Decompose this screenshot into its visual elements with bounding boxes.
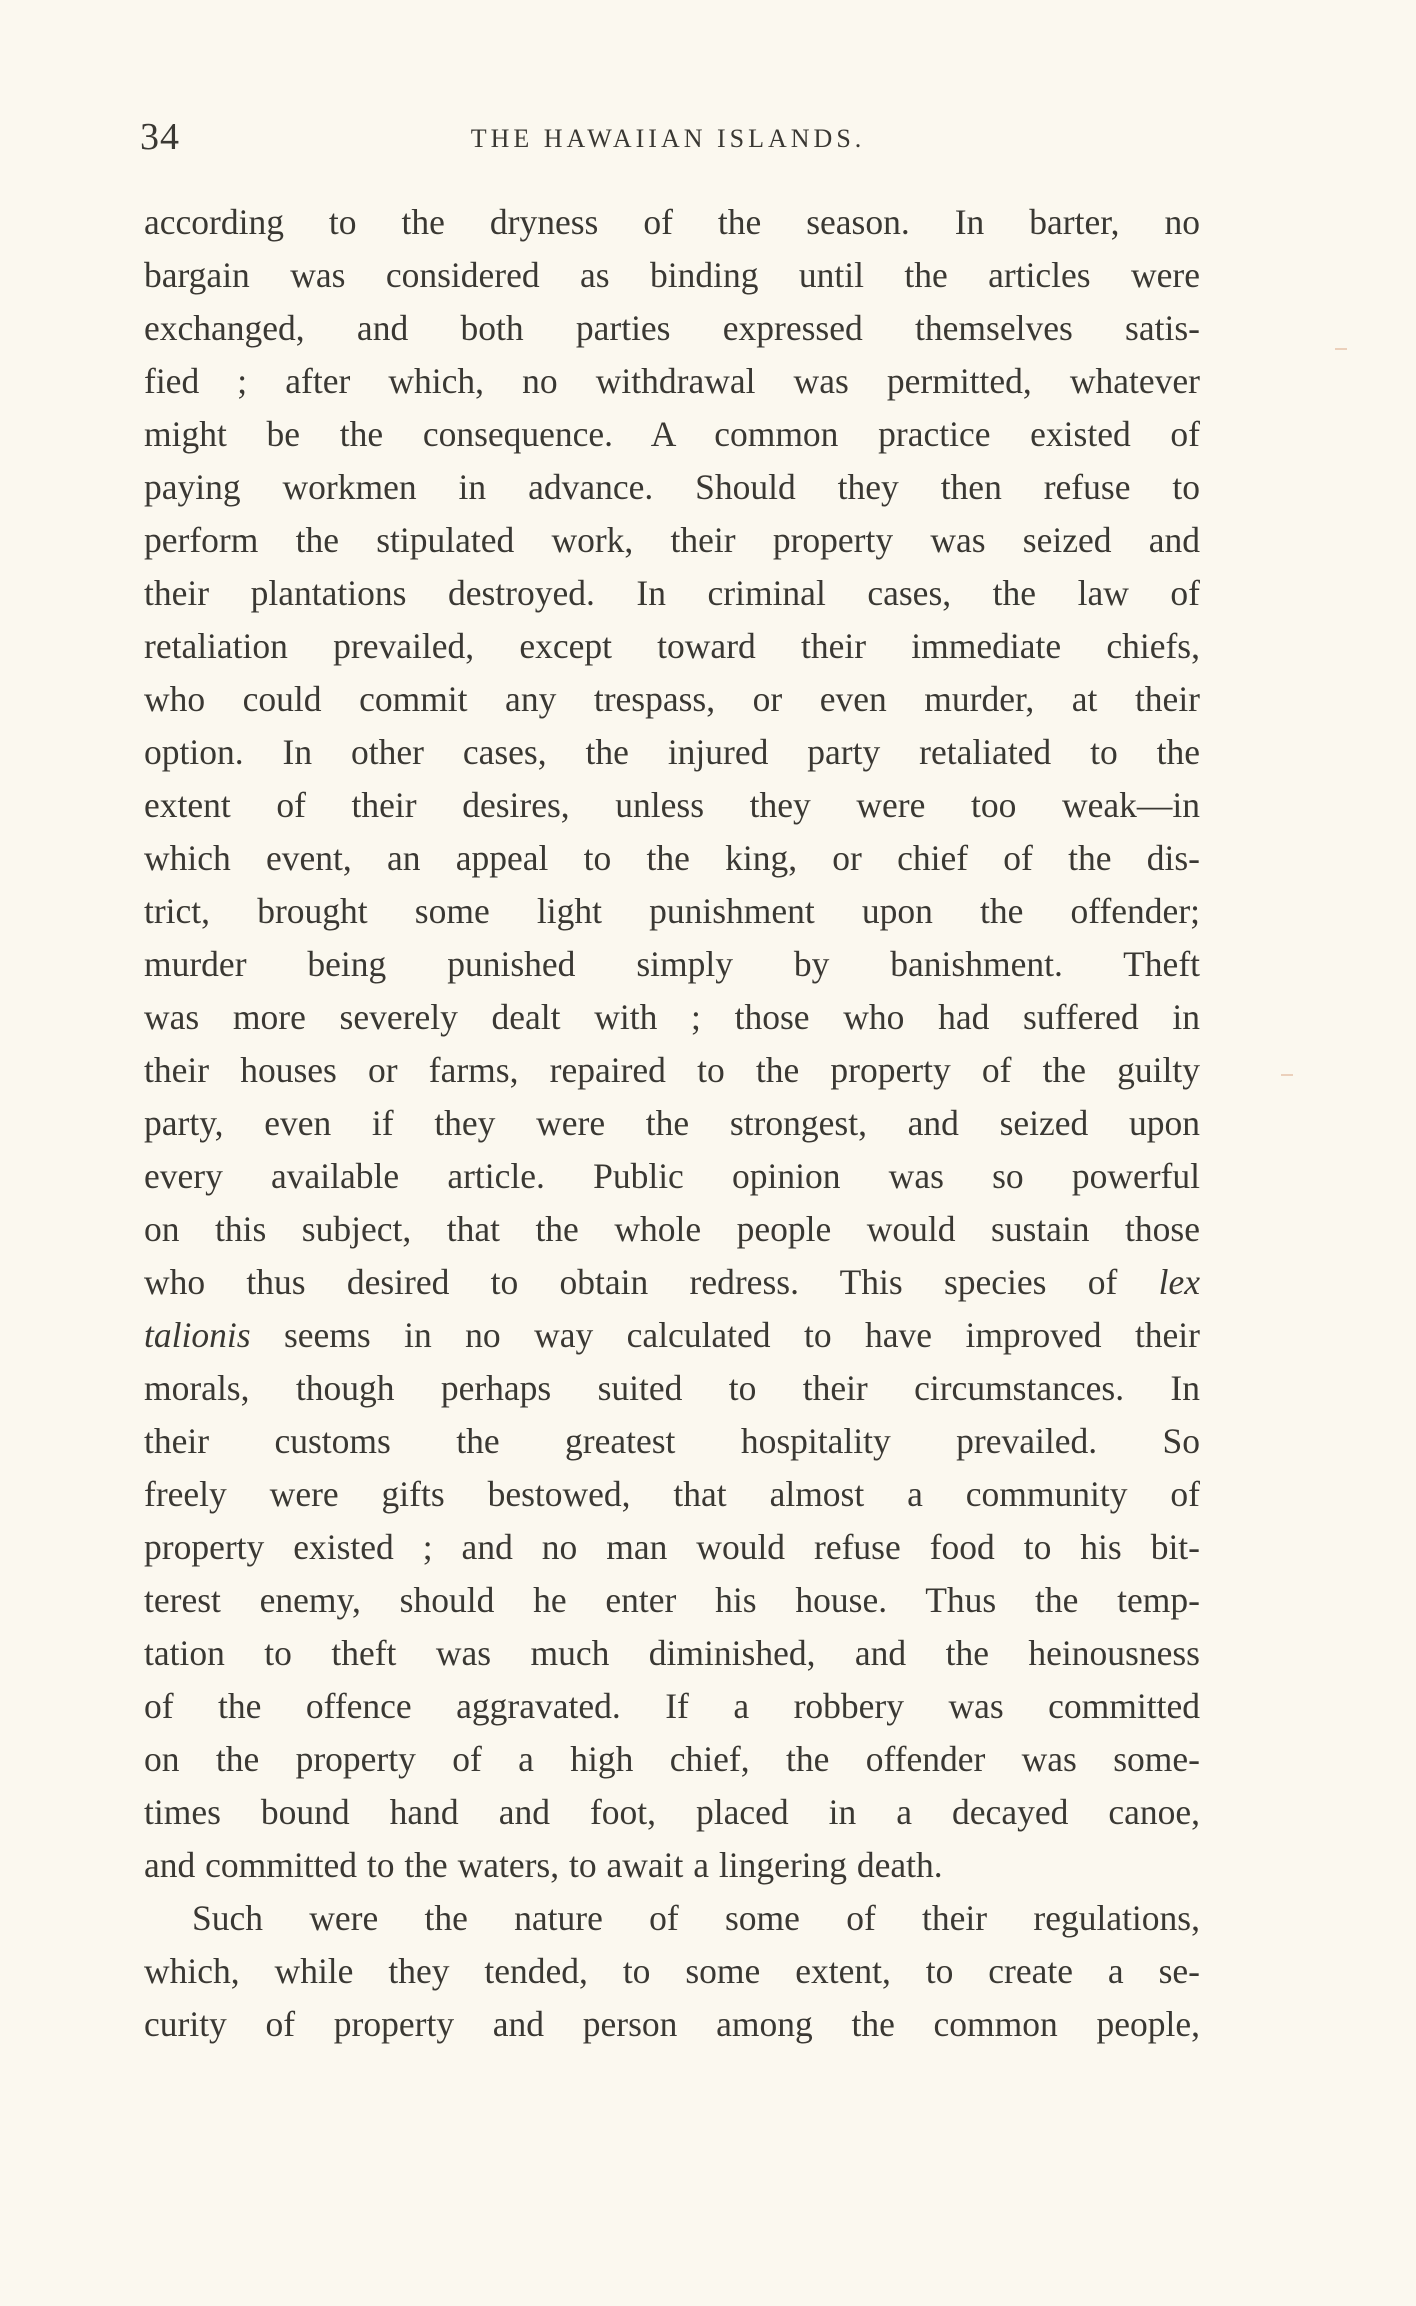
text-line: Such were the nature of some of their regulations,	[192, 1898, 1200, 1938]
text-line: murder being punished simply by banishment. Theft	[144, 944, 1200, 984]
margin-stain-mark	[1335, 348, 1347, 350]
text-line: freely were gifts bestowed, that almost a community of	[144, 1474, 1200, 1514]
text-line: was more severely dealt with ; those who had suffered in	[144, 997, 1200, 1037]
italic-latin-term: lex	[1158, 1262, 1200, 1302]
text-line: paying workmen in advance. Should they then refuse to	[144, 467, 1200, 507]
text-line: times bound hand and foot, placed in a decayed canoe,	[144, 1792, 1200, 1832]
text-line: trict, brought some light punishment upon the offender;	[144, 891, 1200, 931]
text-line: bargain was considered as binding until the articles were	[144, 255, 1200, 295]
text-line: who could commit any trespass, or even murder, at their	[144, 679, 1200, 719]
text-line: and committed to the waters, to await a lingering death.	[144, 1845, 943, 1885]
text-line: might be the consequence. A common practice existed of	[144, 414, 1200, 454]
italic-latin-term: talionis	[144, 1315, 251, 1355]
text-line: exchanged, and both parties expressed themselves satis-	[144, 308, 1200, 348]
text-line: according to the dryness of the season. In barter, no	[144, 202, 1200, 242]
text-line: which event, an appeal to the king, or chief of the dis-	[144, 838, 1200, 878]
text-line: their houses or farms, repaired to the property of the guilty	[144, 1050, 1200, 1090]
text-line: property existed ; and no man would refuse food to his bit-	[144, 1527, 1200, 1567]
text-line: on this subject, that the whole people would sustain those	[144, 1209, 1200, 1249]
text-line: every available article. Public opinion was so powerful	[144, 1156, 1200, 1196]
text-line: tation to theft was much diminished, and the heinousness	[144, 1633, 1200, 1673]
running-header	[140, 112, 1196, 162]
text-line: terest enemy, should he enter his house. Thus the temp-	[144, 1580, 1200, 1620]
text-line: option. In other cases, the injured party retaliated to the	[144, 732, 1200, 772]
text-line: of the offence aggravated. If a robbery was committed	[144, 1686, 1200, 1726]
margin-stain-mark	[1281, 1074, 1293, 1076]
text-line: talionis seems in no way calculated to have improved their	[144, 1315, 1200, 1355]
text-line: perform the stipulated work, their property was seized and	[144, 520, 1200, 560]
text-line: their plantations destroyed. In criminal cases, the law of	[144, 573, 1200, 613]
text-line: their customs the greatest hospitality prevailed. So	[144, 1421, 1200, 1461]
text-line: morals, though perhaps suited to their circumstances. In	[144, 1368, 1200, 1408]
text-line: extent of their desires, unless they were too weak—in	[144, 785, 1200, 825]
running-title: THE HAWAIIAN ISLANDS.	[470, 124, 866, 153]
text-line: curity of property and person among the common people,	[144, 2004, 1200, 2044]
text-line: retaliation prevailed, except toward their immediate chiefs,	[144, 626, 1200, 666]
text-line: fied ; after which, no withdrawal was permitted, whatever	[144, 361, 1200, 401]
text-line: which, while they tended, to some extent, to create a se-	[144, 1951, 1200, 1991]
text-line: who thus desired to obtain redress. This species of lex	[144, 1262, 1200, 1302]
page-number: 34	[140, 116, 180, 158]
text-line: party, even if they were the strongest, and seized upon	[144, 1103, 1200, 1143]
body-text	[144, 196, 1200, 2051]
text-line: on the property of a high chief, the offender was some-	[144, 1739, 1200, 1779]
